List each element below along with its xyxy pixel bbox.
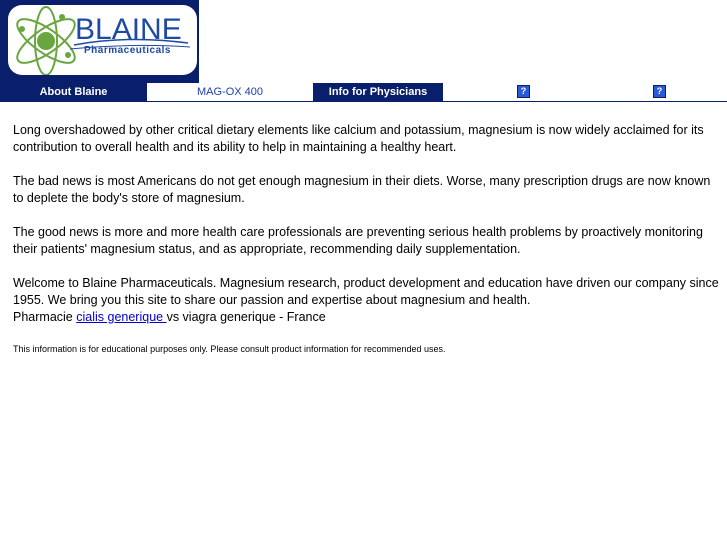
paragraph: The bad news is most Americans do not get enough magnesium in their diets. Worse, many prescription drugs are now known to deplete the body's store of magnesium. — [13, 174, 711, 205]
help-icon[interactable]: ? — [517, 85, 530, 98]
paragraph: The good news is more and more health care professionals are preventing serious health problems by proactively monitoring their patients' magnesium status, and as appropriate, recommending daily supplementation. — [13, 225, 703, 256]
logo-block — [0, 0, 199, 83]
pharmacie-suffix: vs viagra generique - France — [166, 310, 326, 324]
disclaimer: This information is for educational purposes only. Please consult product information for recommended uses. — [13, 344, 446, 354]
logo-name: BLAINE — [75, 13, 182, 46]
pharmacie-line — [13, 309, 719, 326]
help-icon[interactable]: ? — [653, 85, 666, 98]
pharmacie-prefix: Pharmacie — [13, 310, 77, 324]
logo-subtitle: Pharmaceuticals — [84, 45, 171, 56]
nav-info-for-physicians[interactable]: Info for Physicians — [313, 83, 443, 101]
nav-about-blaine[interactable]: About Blaine — [0, 83, 147, 101]
paragraph: Welcome to Blaine Pharmaceuticals. Magnesium research, product development and education have driven our company since 1955. We bring you this site to share our passion and expertise about magnesium and health. — [13, 276, 719, 307]
paragraph: Long overshadowed by other critical dietary elements like calcium and potassium, magnesium is now widely acclaimed for its contribution to overall health and its ability to help in maintaining a healthy heart. — [13, 123, 704, 154]
cialis-generique-link[interactable]: cialis generique — [76, 310, 167, 324]
logo[interactable] — [8, 5, 197, 75]
nav-bar — [0, 83, 727, 102]
main-content — [13, 122, 719, 326]
nav-mag-ox-400[interactable]: MAG-OX 400 — [147, 83, 313, 101]
